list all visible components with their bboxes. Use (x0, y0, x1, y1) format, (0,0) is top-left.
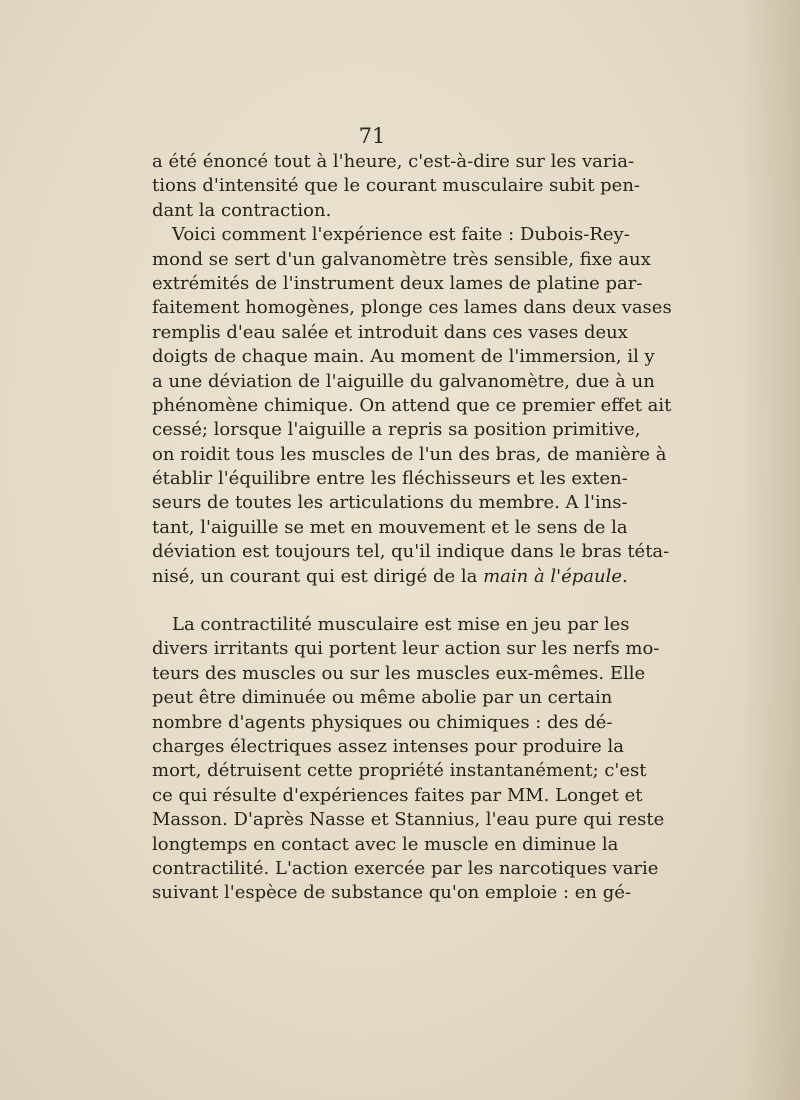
text-line: tant, l'aiguille se met en mouvement et le sens de la (152, 516, 628, 538)
text-line: contractilité. L'action exercée par les narcotiques varie (152, 857, 659, 879)
text-line: mort, détruisent cette propriété instantanément; c'est (152, 760, 647, 782)
text-line: remplis d'eau salée et introduit dans ces vases deux (152, 321, 628, 343)
text-segment: nisé, un courant qui est dirigé de la (152, 565, 484, 587)
italic-phrase: main à l'épaule. (483, 565, 628, 587)
paragraph-2 (152, 223, 672, 589)
text-line: dant la contraction. (152, 199, 332, 221)
text-line: seurs de toutes les articulations du membre. A l'ins- (152, 492, 628, 514)
text-line: nombre d'agents physiques ou chimiques : des dé- (152, 711, 613, 733)
text-line-final (152, 565, 628, 589)
text-line: longtemps en contact avec le muscle en diminue la (152, 833, 619, 855)
text-line: Voici comment l'expérience est faite : Dubois-Rey- (172, 224, 630, 246)
text-line: doigts de chaque main. Au moment de l'immersion, il y (152, 346, 655, 368)
text-line: extrémités de l'instrument deux lames de platine par- (152, 272, 643, 294)
text-line: La contractilité musculaire est mise en jeu par les (172, 614, 630, 636)
text-line: tions d'intensité que le courant musculaire subit pen- (152, 175, 641, 197)
text-line: a une déviation de l'aiguille du galvanomètre, due à un (152, 370, 655, 392)
text-line: suivant l'espèce de substance qu'on emploie : en gé- (152, 882, 631, 904)
text-line: ce qui résulte d'expériences faites par MM. Longet et (152, 784, 643, 806)
text-line: faitement homogènes, plonge ces lames dans deux vases (152, 297, 672, 319)
text-line: divers irritants qui portent leur action sur les nerfs mo- (152, 638, 660, 660)
text-line: Masson. D'après Nasse et Stannius, l'eau pure qui reste (152, 809, 665, 831)
text-line: déviation est toujours tel, qu'il indique dans le bras téta- (152, 541, 670, 563)
text-line: établir l'équilibre entre les fléchisseurs et les exten- (152, 468, 628, 490)
paragraph-3 (152, 613, 665, 906)
body-text (152, 150, 672, 906)
text-line: on roidit tous les muscles de l'un des bras, de manière à (152, 443, 667, 465)
text-line: mond se sert d'un galvanomètre très sensible, fixe aux (152, 248, 651, 270)
paragraph-gap (152, 589, 586, 613)
text-line: teurs des muscles ou sur les muscles eux-mêmes. Elle (152, 662, 646, 684)
text-line: cessé; lorsque l'aiguille a repris sa position primitive, (152, 419, 641, 441)
text-line: a été énoncé tout à l'heure, c'est-à-dire sur les varia- (152, 151, 635, 172)
text-line: charges électriques assez intenses pour produire la (152, 735, 624, 757)
page-edge-shadow (740, 0, 800, 1100)
text-line: peut être diminuée ou même abolie par un certain (152, 687, 613, 709)
paragraph-1 (152, 150, 641, 223)
page-number: 71 (358, 124, 386, 148)
text-line: phénomène chimique. On attend que ce premier effet ait (152, 394, 672, 416)
